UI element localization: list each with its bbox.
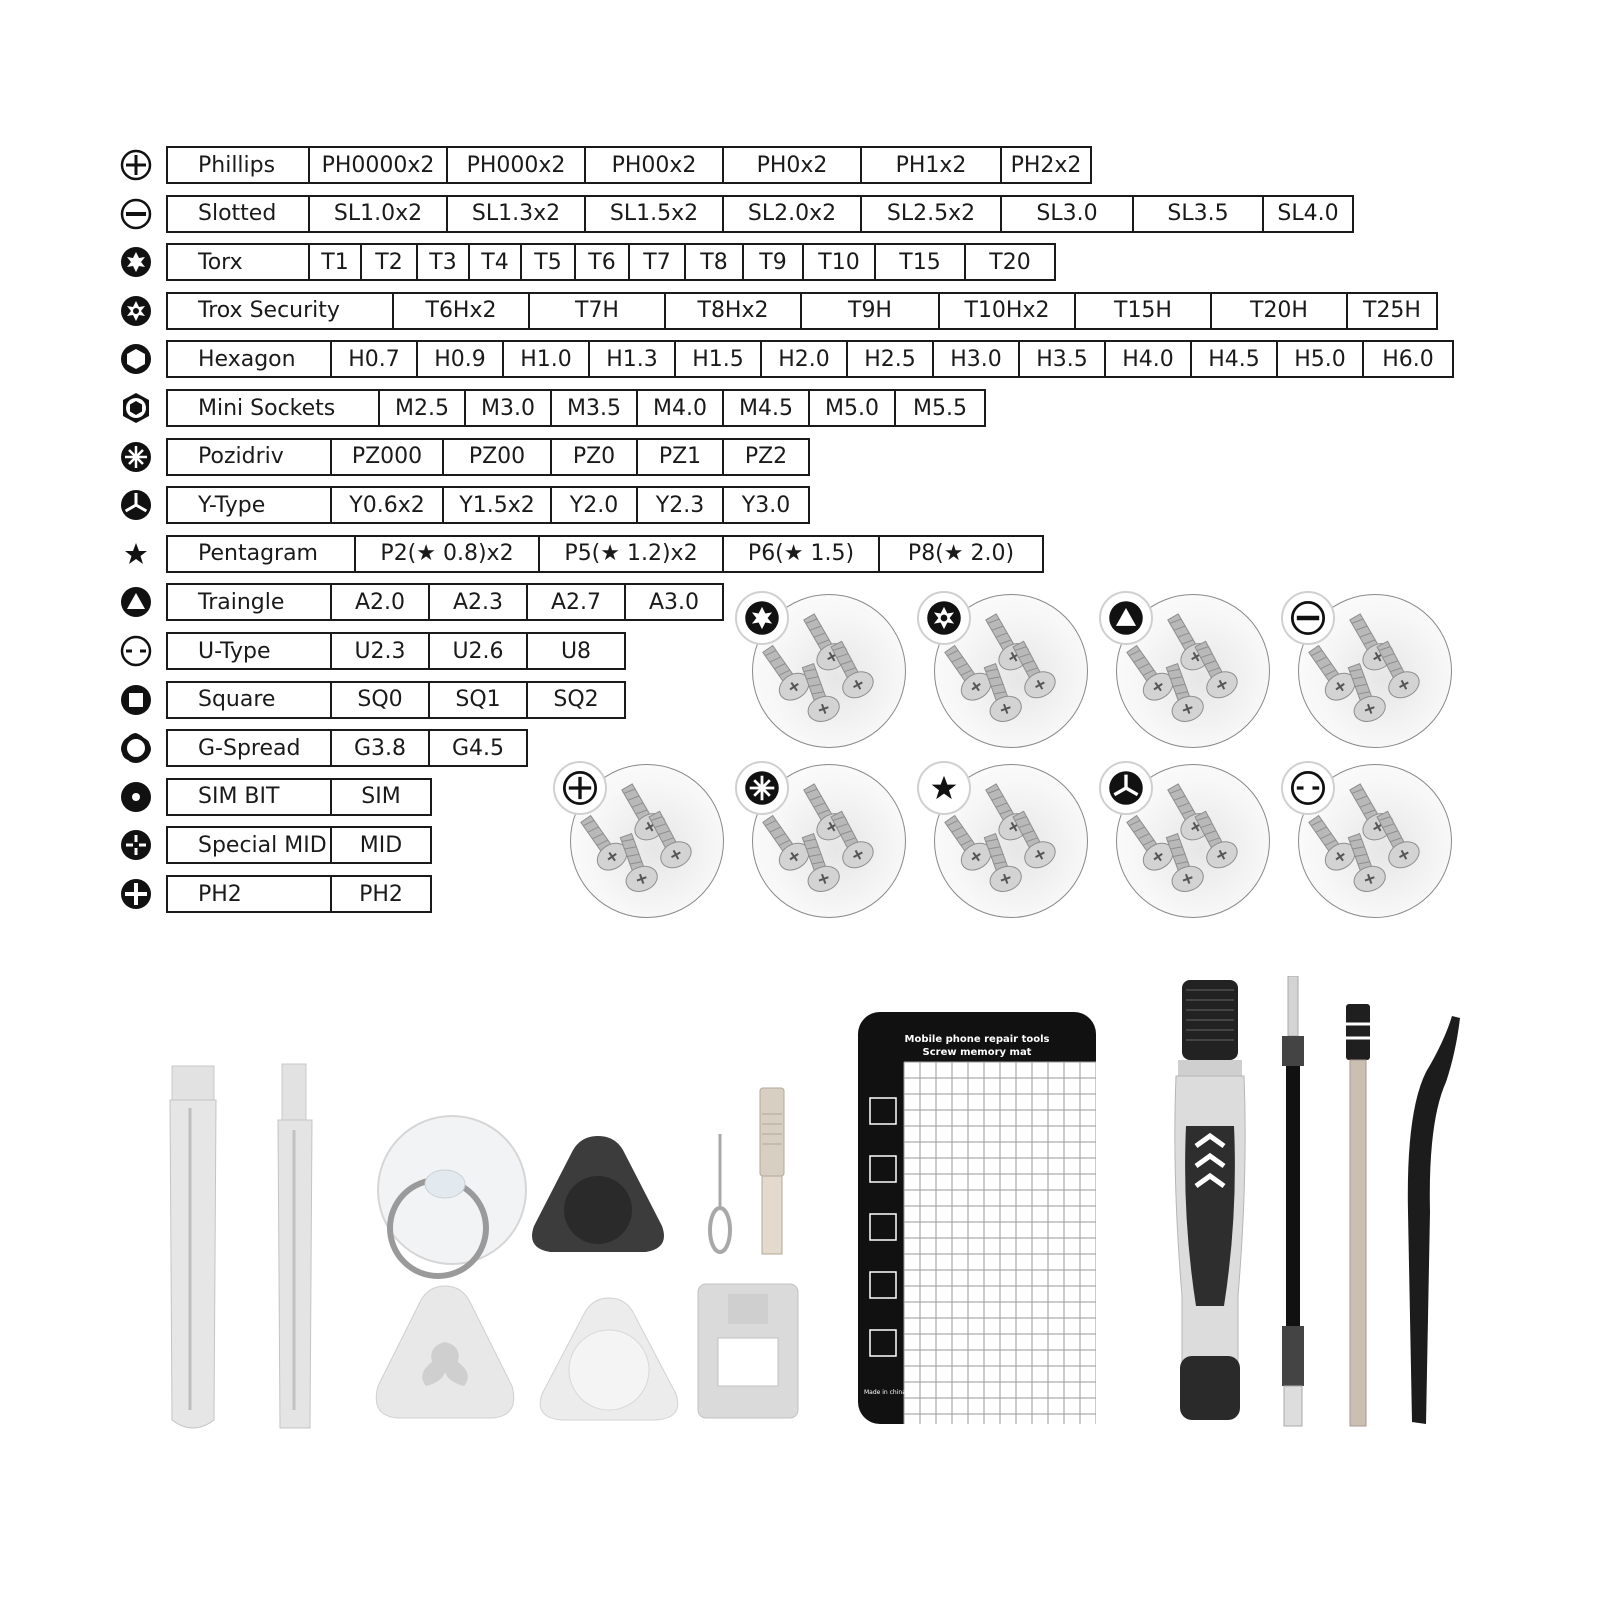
pozidriv-icon [735,761,789,815]
hexagon-icon [118,341,154,377]
screw-sample-circle [1116,594,1270,748]
bit-row [118,875,432,913]
bit-size-cell: U2.3 [330,634,428,668]
bit-row [118,778,432,816]
screw-sample-circle [1116,764,1270,918]
screw-sample-circle [1298,764,1452,918]
bit-row-cells [166,729,528,767]
bit-size-cell: PH000x2 [446,148,584,182]
bit-size-cell: PZ0 [550,440,636,474]
screw-sample-circle [570,764,724,918]
bit-row-cells [166,292,1438,330]
bit-size-cell: T10 [802,245,874,279]
bit-row-cells [166,535,1044,573]
screw-sample-circle [752,594,906,748]
bit-size-cell: H5.0 [1276,342,1362,376]
bit-size-cell: M5.0 [808,391,894,425]
bit-type-label: G-Spread [198,735,301,761]
bit-row [118,632,626,670]
screw-sample-circle [934,764,1088,918]
bit-row [118,243,1056,281]
mat-title-line-2: Screw memory mat [922,1047,1032,1058]
bit-size-cell: M5.5 [894,391,984,425]
bit-size-cell: P2(★ 0.8)x2 [354,537,538,571]
bit-type-label: Special MID [198,832,327,858]
sim-eject-pin-tool [702,1128,738,1258]
bit-type-label: Hexagon [198,346,296,372]
phillips-icon [118,147,154,183]
pry-bar-narrow-tool [272,1060,322,1440]
bit-row-cells [166,438,810,476]
phillips-icon [553,761,607,815]
bit-row-cells [166,195,1354,233]
bit-size-cell: SL2.0x2 [722,197,860,231]
bit-row [118,292,1438,330]
bit-type-label: Phillips [198,152,276,178]
screw-memory-mat [858,1012,1096,1424]
y-type-icon [1099,761,1153,815]
bit-size-cell: SQ0 [330,683,428,717]
mini-socket-icon [118,390,154,426]
bit-size-cell: SL1.5x2 [584,197,722,231]
suction-cup-tool [370,1110,530,1280]
bit-size-cell: Y1.5x2 [442,488,550,522]
bit-size-cell: M2.5 [378,391,464,425]
bit-type-label: Torx [198,249,243,275]
triangle-icon [118,584,154,620]
bit-row [118,583,724,621]
bit-size-cell: H2.0 [760,342,846,376]
bit-size-cell: H0.7 [330,342,416,376]
bit-size-cell: SL3.5 [1132,197,1262,231]
bit-type-label: Traingle [198,589,285,615]
bit-row-cells [166,340,1454,378]
bit-row [118,340,1454,378]
bit-size-cell: PH0000x2 [308,148,446,182]
extension-bar-tool [752,1084,792,1260]
bit-size-cell: T5 [520,245,574,279]
bit-size-cell: Y2.0 [550,488,636,522]
bit-type-label: Slotted [198,201,277,227]
bit-size-cell: P5(★ 1.2)x2 [538,537,722,571]
bit-type-label: Pozidriv [198,444,284,470]
precision-screwdriver-handle-tool [1168,976,1252,1430]
bit-size-cell: T20 [964,245,1054,279]
bit-row-cells [166,583,724,621]
bit-row-cells [166,146,1092,184]
bit-size-cell: T8Hx2 [664,294,800,328]
y-type-icon [118,487,154,523]
bit-size-cell: T8 [684,245,742,279]
triangle-icon [1099,591,1153,645]
bit-size-cell: T6 [574,245,628,279]
screw-sample-circle [1298,594,1452,748]
bit-size-cell: SL3.0 [1000,197,1132,231]
bit-size-cell: PZ000 [330,440,442,474]
bit-size-cell: H0.9 [416,342,502,376]
bit-row-cells [166,826,432,864]
bit-row [118,729,528,767]
bit-size-cell: M3.0 [464,391,550,425]
bit-type-label: Square [198,687,276,713]
bit-size-cell: P8(★ 2.0) [878,537,1042,571]
bit-size-cell: T9H [800,294,938,328]
screw-sample-circle [934,594,1088,748]
bit-size-cell: T4 [468,245,520,279]
bit-size-cell: H2.5 [846,342,932,376]
bit-size-cell: T15H [1074,294,1210,328]
bit-size-cell: Y0.6x2 [330,488,442,522]
bit-size-cell: T9 [742,245,802,279]
bit-size-cell: SL2.5x2 [860,197,1000,231]
bit-size-cell: T10Hx2 [938,294,1074,328]
bit-size-cell: PZ00 [442,440,550,474]
bit-size-cell: M3.5 [550,391,636,425]
bit-size-cell: PH2x2 [1000,148,1090,182]
u-type-icon [1281,761,1335,815]
bit-type-label: Mini Sockets [198,395,336,421]
triangle-opening-pick-white-tool [370,1282,520,1422]
bit-size-cell: T3 [416,245,468,279]
bit-size-cell: G4.5 [428,731,526,765]
bit-size-cell: U2.6 [428,634,526,668]
bit-size-cell: SQ1 [428,683,526,717]
torx-icon [735,591,789,645]
bit-size-cell: T20H [1210,294,1346,328]
bit-row-cells [166,243,1056,281]
bit-size-cell: SQ2 [526,683,624,717]
round-opening-pick-tool [534,1294,684,1424]
mat-footer: Made in china [864,1389,906,1396]
bit-row-cells [166,486,810,524]
bit-row [118,826,432,864]
bit-row-cells [166,778,432,816]
bit-size-cell: M4.5 [722,391,808,425]
bit-row [118,389,986,427]
bit-size-cell: H1.3 [588,342,674,376]
g-spread-icon [118,730,154,766]
slotted-icon [1281,591,1335,645]
bit-size-cell: H3.5 [1018,342,1104,376]
bit-size-cell: T7H [528,294,664,328]
torx-icon [118,244,154,280]
pentagram-icon [917,761,971,815]
bit-row [118,195,1354,233]
bit-size-cell: SL1.0x2 [308,197,446,231]
square-icon [118,682,154,718]
bit-size-cell: H1.5 [674,342,760,376]
bit-size-cell: T1 [308,245,360,279]
bit-size-cell: A2.0 [330,585,428,619]
bit-type-label: Trox Security [198,298,340,324]
bit-size-cell: PH1x2 [860,148,1000,182]
bit-type-label: U-Type [198,638,271,664]
bit-row [118,438,810,476]
bit-size-cell: PH0x2 [722,148,860,182]
bit-size-cell: T25H [1346,294,1436,328]
bit-size-cell: PH00x2 [584,148,722,182]
bit-size-cell: H1.0 [502,342,588,376]
bit-size-cell: A2.7 [526,585,624,619]
bit-row [118,486,810,524]
bit-size-cell: T6Hx2 [392,294,528,328]
bit-size-cell: G3.8 [330,731,428,765]
sim-bit-icon [118,779,154,815]
bit-size-cell: Y2.3 [636,488,722,522]
bit-type-label: Pentagram [198,541,318,567]
bit-size-cell: P6(★ 1.5) [722,537,878,571]
bit-size-cell: H6.0 [1362,342,1452,376]
bit-row [118,535,1044,573]
bit-size-cell: Y3.0 [722,488,808,522]
bit-size-cell: T7 [628,245,684,279]
bit-size-cell: H4.0 [1104,342,1190,376]
triangle-opening-pick-dark-tool [528,1130,668,1260]
bit-size-cell: A2.3 [428,585,526,619]
extension-rod-tool [1338,1004,1378,1430]
bit-row-cells [166,875,432,913]
bit-row-cells [166,389,986,427]
bit-type-label: Y-Type [198,492,266,518]
bit-row-cells [166,632,626,670]
screw-sample-circle [752,764,906,918]
bit-size-cell: U8 [526,634,624,668]
bit-size-cell: M4.0 [636,391,722,425]
bit-size-cell: A3.0 [624,585,722,619]
bit-size-cell: SL4.0 [1262,197,1352,231]
bit-row [118,146,1092,184]
special-mid-icon [118,827,154,863]
pentagram-icon [118,536,154,572]
bit-size-cell: T15 [874,245,964,279]
u-type-icon [118,633,154,669]
pry-bar-flat-tool [160,1060,230,1440]
bit-size-cell: PZ1 [636,440,722,474]
bit-size-cell: PH2 [330,877,430,911]
pozidriv-icon [118,439,154,475]
bit-type-label: PH2 [198,881,242,907]
bit-size-cell: SL1.3x2 [446,197,584,231]
tweezers-tool [1396,1012,1466,1432]
bit-size-cell: MID [330,828,430,862]
flexible-shaft-tool [1274,976,1314,1430]
ph2-icon [118,876,154,912]
magnetizer-tool [694,1280,802,1420]
bit-size-cell: PZ2 [722,440,808,474]
bit-size-cell: SIM [330,780,430,814]
torx-security-icon [118,293,154,329]
bit-size-cell: T2 [360,245,416,279]
bit-row [118,681,626,719]
bit-size-cell: H3.0 [932,342,1018,376]
mat-title-line-1: Mobile phone repair tools [904,1034,1050,1045]
bit-size-cell: H4.5 [1190,342,1276,376]
torx-security-icon [917,591,971,645]
slotted-icon [118,196,154,232]
bit-type-label: SIM BIT [198,784,280,810]
bit-row-cells [166,681,626,719]
